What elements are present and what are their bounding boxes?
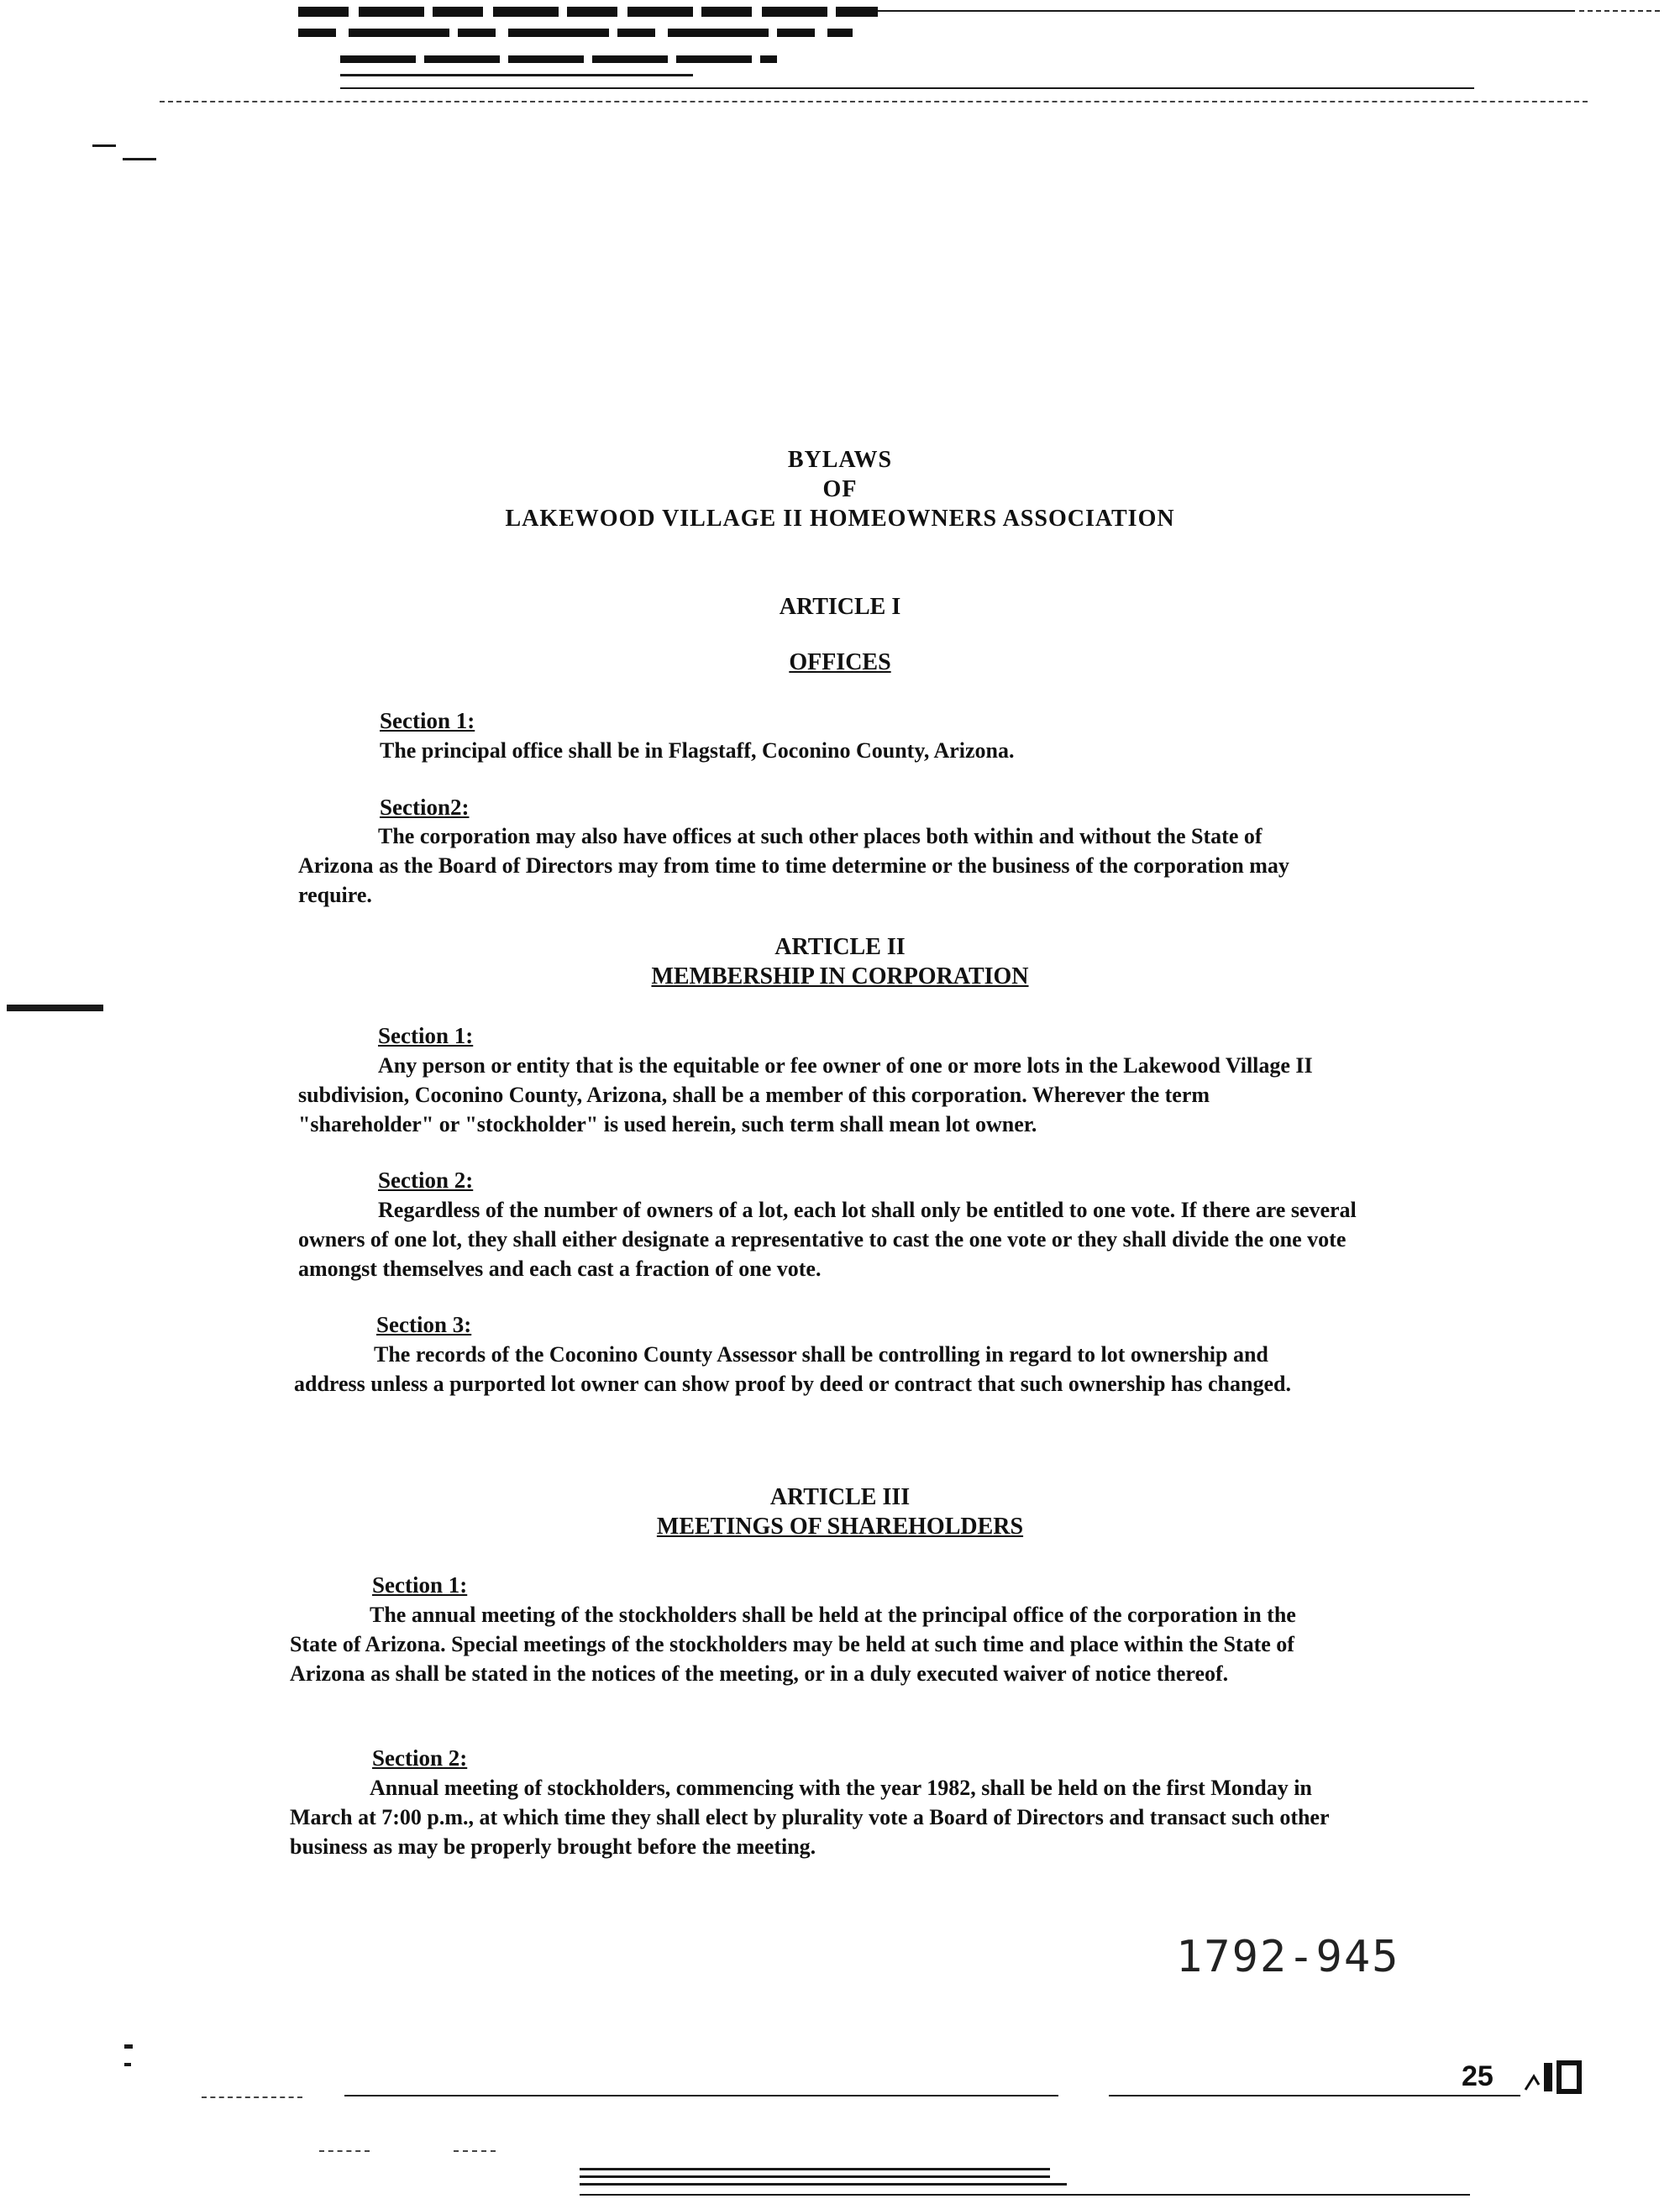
- article-subheading: MEETINGS OF SHAREHOLDERS: [656, 1514, 1024, 1540]
- section-label: Section 1:: [378, 1023, 474, 1048]
- section-label: Section 3:: [376, 1312, 472, 1337]
- title-line-1: BYLAWS: [787, 447, 893, 473]
- title-line-2: OF: [822, 476, 858, 502]
- page-number: 25: [1462, 2060, 1494, 2092]
- page-mark-glyph: [1522, 2058, 1583, 2095]
- section-label: Section2:: [380, 795, 470, 820]
- section-text: Regardless of the number of owners of a lot, each lot shall only be entitled to one vote. If there are several owners of one lot, they shall either designate a representative to cast the one vote or they shall divide the one vote amongst themselves and each cast a fraction of one vote.: [298, 1198, 1357, 1281]
- article-heading: ARTICLE III: [769, 1484, 911, 1510]
- article-subheading: OFFICES: [789, 649, 891, 675]
- document-number: 1792-945: [1176, 1932, 1400, 1982]
- article-subheading: MEMBERSHIP IN CORPORATION: [651, 963, 1029, 989]
- section-text: Any person or entity that is the equitable or fee owner of one or more lots in the Lakewood Village II subdivision, Coconino County, Arizona, shall be a member of this corporation. Wherever the term "shareholder" or "stockholder" is used herein, such term shall mean lot owner.: [298, 1053, 1313, 1136]
- section-label: Section 1:: [380, 708, 475, 733]
- article-heading: ARTICLE I: [779, 594, 901, 620]
- article-heading: ARTICLE II: [774, 934, 906, 960]
- section-text: The corporation may also have offices at such other places both within and without the State of Arizona as the Board of Directors may from time to time determine or the business of the corporation may require.: [298, 824, 1289, 907]
- title-line-3: LAKEWOOD VILLAGE II HOMEOWNERS ASSOCIATION: [505, 506, 1175, 532]
- section-text: Annual meeting of stockholders, commencing with the year 1982, shall be held on the first Monday in March at 7:00 p.m., at which time they shall elect by plurality vote a Board of Directors and transact such other business as may be properly brought before the meeting.: [290, 1776, 1330, 1859]
- section-text: The annual meeting of the stockholders shall be held at the principal office of the corporation in the State of Arizona. Special meetings of the stockholders may be held at such time and place within the State of Arizona as shall be stated in the notices of the meeting, or in a duly executed waiver of notice thereof.: [290, 1603, 1296, 1686]
- section-label: Section 2:: [372, 1745, 468, 1771]
- section-text: The principal office shall be in Flagstaff, Coconino County, Arizona.: [380, 738, 1015, 763]
- section-text: The records of the Coconino County Assessor shall be controlling in regard to lot ownership and address unless a purported lot owner can show proof by deed or contract that such ownership has changed.: [294, 1342, 1291, 1396]
- section-label: Section 2:: [378, 1168, 474, 1193]
- section-label: Section 1:: [372, 1572, 468, 1598]
